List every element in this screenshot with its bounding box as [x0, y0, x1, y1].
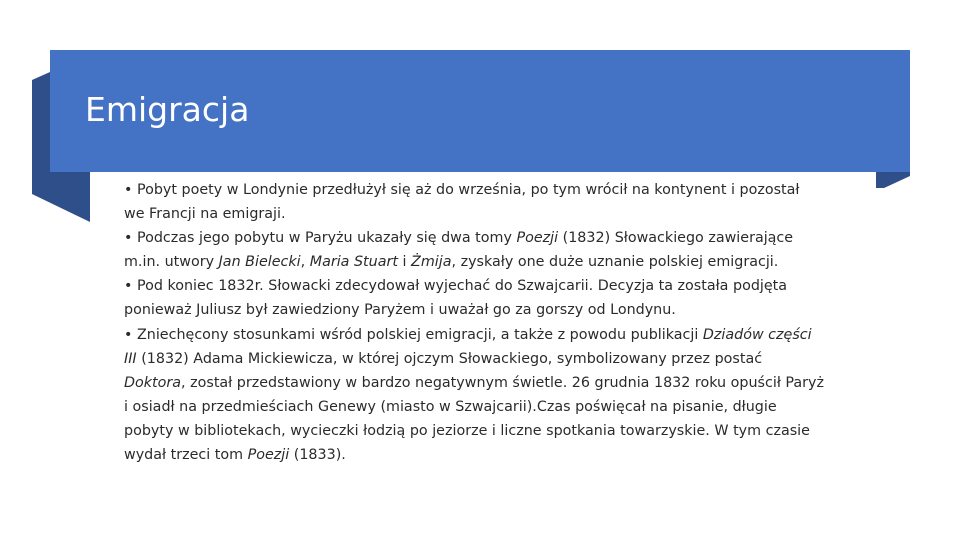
italic-title-run: Doktora: [124, 374, 182, 391]
text-run: • Zniechęcony stosunkami wśród polskiej emigracji, a także z powodu publikacji: [124, 326, 703, 343]
italic-title-run: Jan Bielecki: [218, 254, 301, 271]
text-run: , został przedstawiony w bardzo negatywnym świetle. 26 grudnia 1832 roku opuścił Paryż i osiadł na przedmieściach Genewy (miasto w Szwajcarii).Czas poświęcał na pisanie, długie pobyty w bibliotekach, wycieczki łodzią po jeziorze i liczne spotkania towarzyskie. W tym czasie wydał trzeci tom: [124, 374, 825, 464]
bullet-paragraph: [124, 226, 824, 274]
bullet-paragraph: [124, 323, 824, 468]
text-run: • Pod koniec 1832r. Słowacki zdecydował wyjechać do Szwajcarii. Decyzja ta została podjęta ponieważ Juliusz był zawiedziony Paryżem i uważał go za gorszy od Londynu.: [124, 278, 788, 319]
bullet-paragraph: [124, 274, 824, 322]
text-run: (1832) Słowackiego zawierające m.in. utwory: [124, 230, 794, 271]
italic-title-run: Poezji: [247, 447, 290, 464]
italic-title-run: Żmija: [411, 254, 452, 271]
text-run: (1832) Adama Mickiewicza, w której ojczym Słowackiego, symbolizowany przez postać: [136, 350, 763, 367]
body-text: [124, 178, 824, 467]
bullet-paragraph: [124, 178, 824, 226]
text-run: , zyskały one duże uznanie polskiej emigracji.: [451, 254, 779, 271]
italic-title-run: Maria Stuart: [309, 254, 398, 271]
text-run: (1833).: [289, 447, 346, 464]
text-run: • Pobyt poety w Londynie przedłużył się aż do września, po tym wrócił na kontynent i pozostał we Francji na emigraji.: [124, 182, 800, 223]
italic-title-run: Poezji: [516, 230, 559, 247]
banner-shadow-right: [876, 172, 910, 188]
text-run: ,: [300, 254, 310, 271]
slide-title: Emigracja: [85, 90, 250, 129]
italic-title-run: Dziadów części III: [124, 326, 812, 367]
text-run: i: [397, 254, 412, 271]
text-run: • Podczas jego pobytu w Paryżu ukazały się dwa tomy: [124, 230, 517, 247]
